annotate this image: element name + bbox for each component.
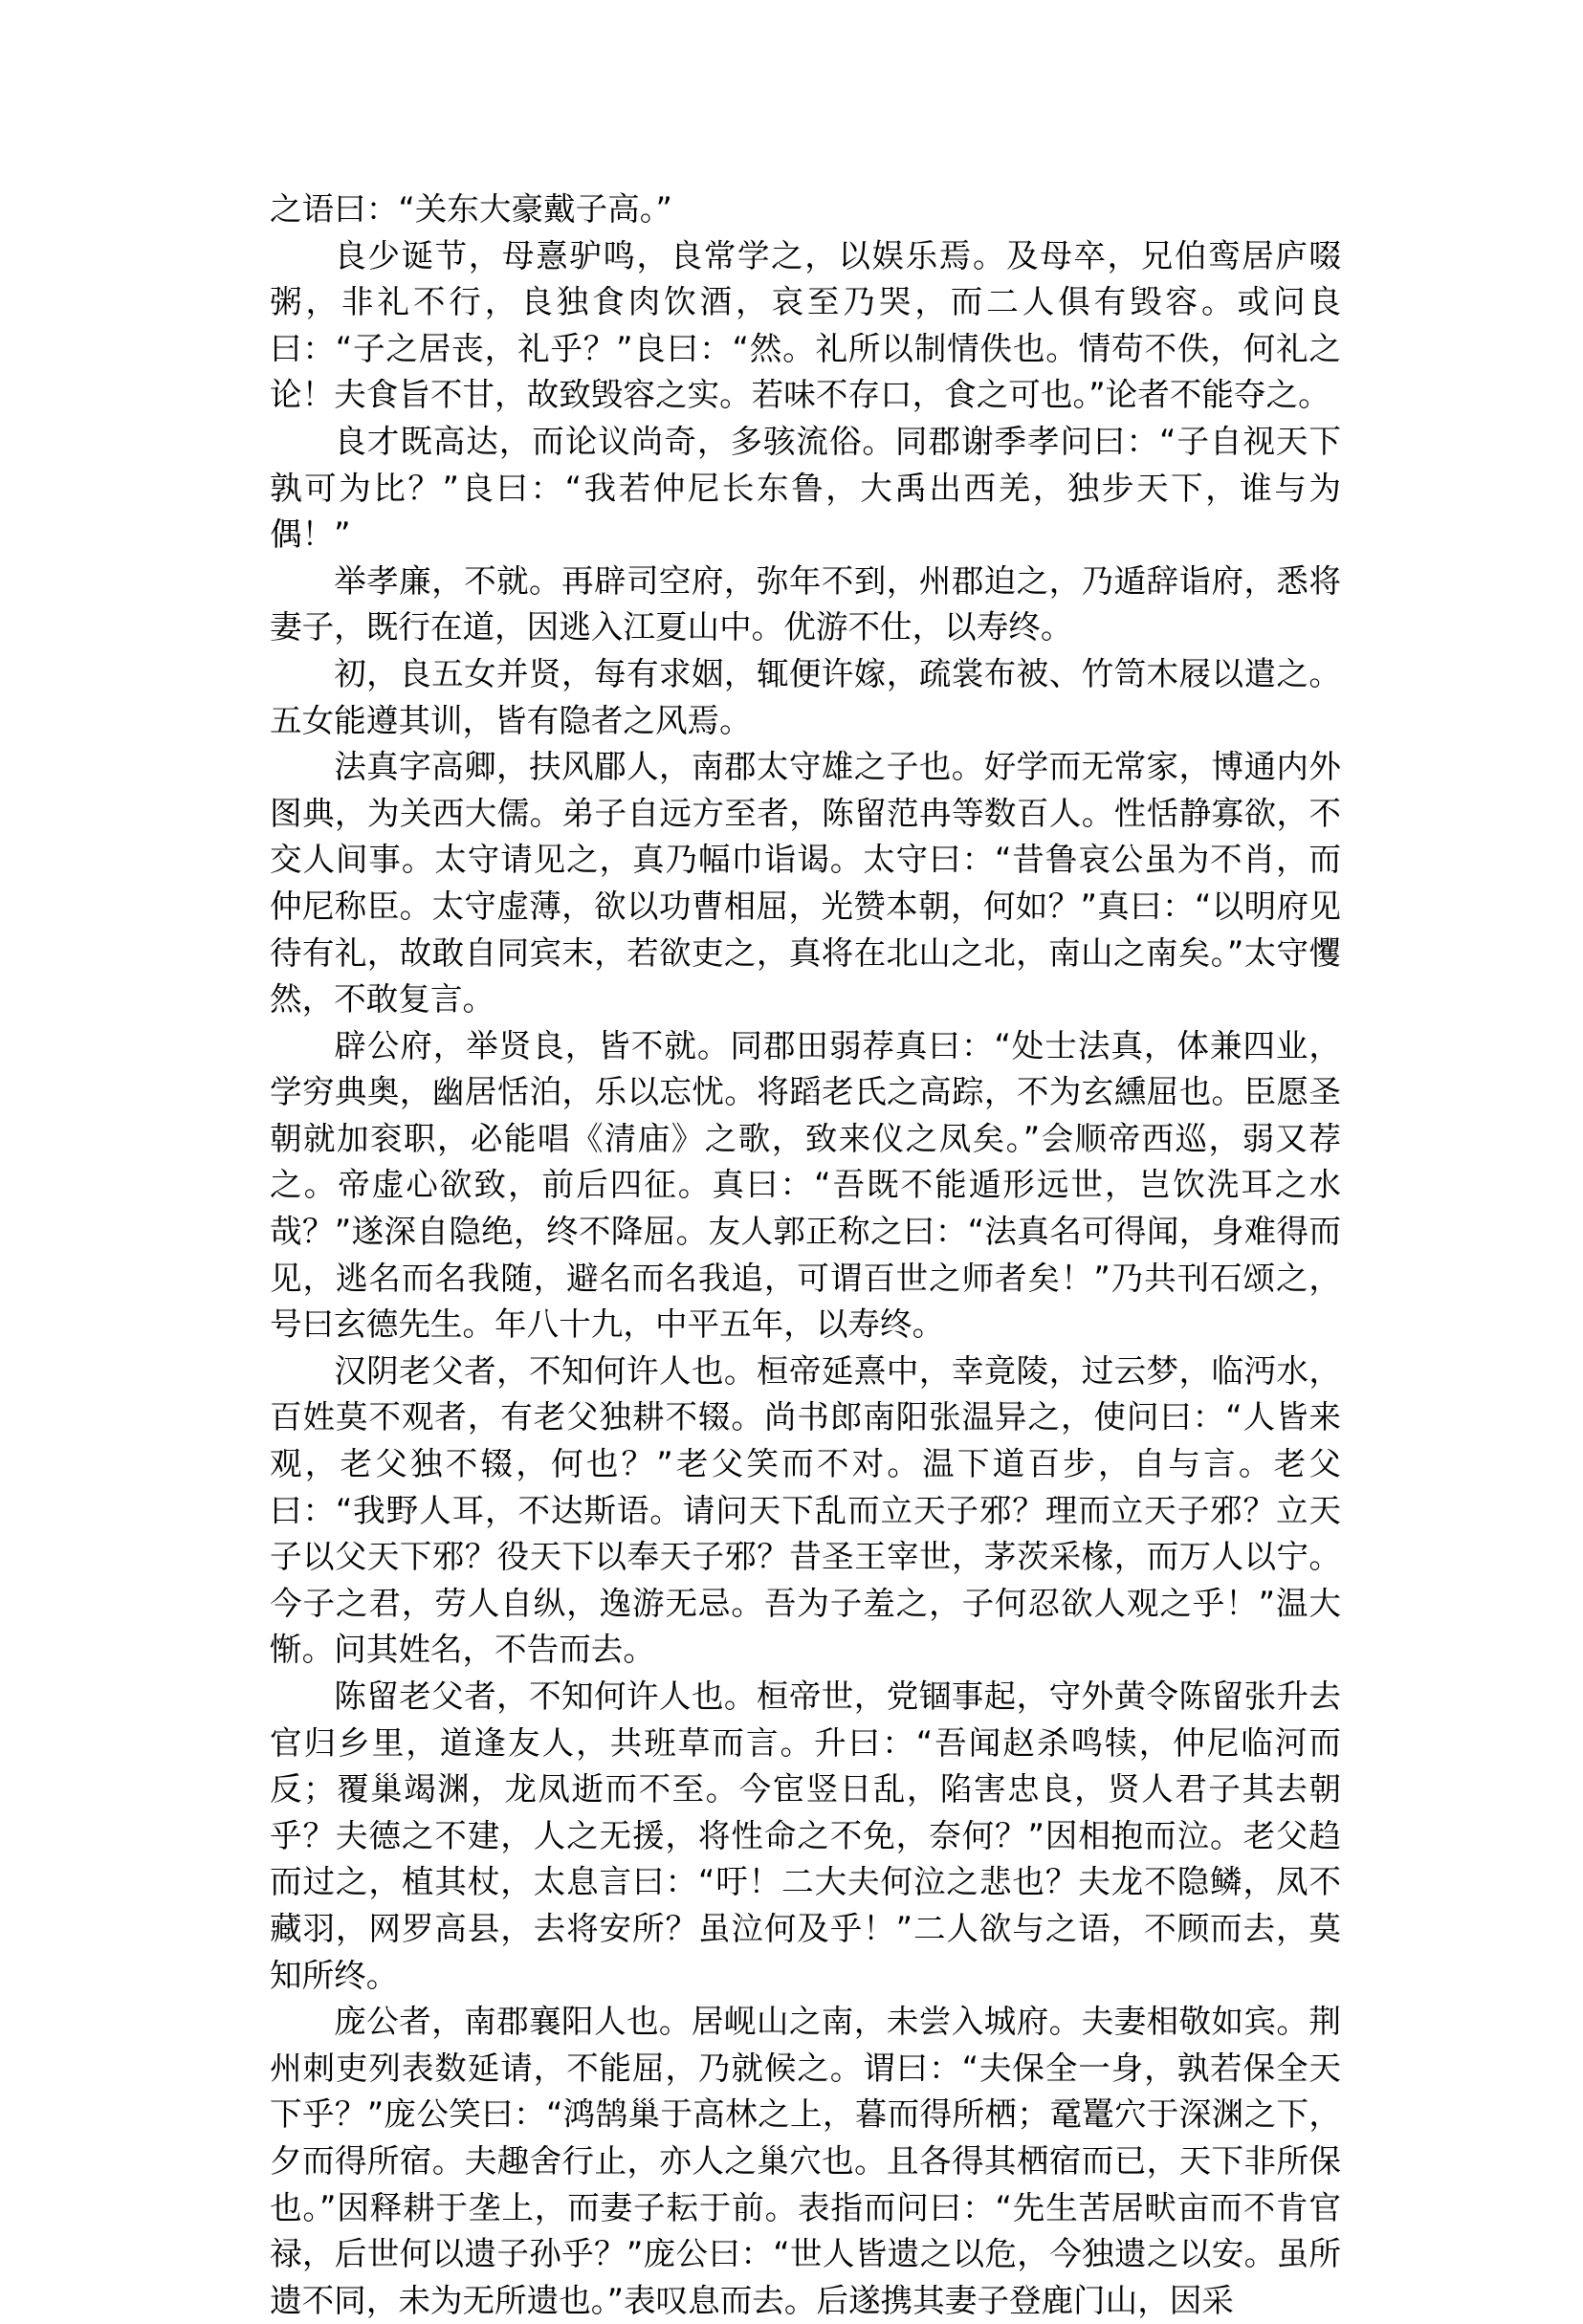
- paragraph-chenliu-old-man: 陈留老父者，不知何许人也。桓帝世，党锢事起，守外黄令陈留张升去官归乡里，道逢友人，共班草而言。升曰：“吾闻赵杀鸣犊，仲尼临河而反；覆巢竭渊，龙凤逝而不至。今宦竖日乱，陷害忠良，贤人君子其去朝乎？夫德之不建，人之无援，将性命之不免，奈何？”因相抱而泣。老父趋而过之，植其杖，太息言曰：“吁！二大夫何泣之悲也？夫龙不隐鳞，凤不藏羽，网罗高县，去将安所？虽泣何及乎！”二人欲与之语，不顾而去，莫知所终。: [270, 1677, 1341, 1994]
- paragraph-dai-liang-refusal: 举孝廉，不就。再辟司空府，弥年不到，州郡迫之，乃遁辞诣府，悉将妻子，既行在道，因逃入江夏山中。优游不仕，以寿终。: [270, 561, 1341, 647]
- paragraph-dai-liang-talent: 良才既高达，而论议尚奇，多骇流俗。同郡谢季孝问曰：“子自视天下孰可为比？”良曰：“我若仲尼长东鲁，大禹出西羌，独步天下，谁与为偶！”: [270, 422, 1341, 554]
- paragraph-dai-liang-daughters: 初，良五女并贤，每有求姻，辄便许嫁，疏裳布被、竹笥木屐以遣之。五女能遵其训，皆有隐者之风焉。: [270, 654, 1341, 739]
- paragraph-fa-zhen-intro: 法真字高卿，扶风郿人，南郡太守雄之子也。好学而无常家，博通内外图典，为关西大儒。弟子自远方至者，陈留范冉等数百人。性恬静寡欲，不交人间事。太守请见之，真乃幅巾诣谒。太守曰：“昔鲁哀公虽为不肖，而仲尼称臣。太守虚薄，欲以功曹相屈，光赞本朝，何如？”真曰：“以明府见待有礼，故敢自同宾末，若欲吏之，真将在北山之北，南山之南矣。”太守戄然，不敢复言。: [270, 748, 1341, 1019]
- paragraph-dai-liang-mourning: 良少诞节，母憙驴鸣，良常学之，以娱乐焉。及母卒，兄伯鸾居庐啜粥，非礼不行，良独食肉饮酒，哀至乃哭，而二人俱有毁容。或问良曰：“子之居丧，礼乎？”良曰：“然。礼所以制情佚也。情苟不佚，何礼之论！夫食旨不甘，故致毁容之实。若味不存口，食之可也。”论者不能夺之。: [270, 236, 1341, 414]
- paragraph-continued: 之语曰：“关东大豪戴子高。”: [270, 190, 672, 228]
- paragraph-pang-gong: 庞公者，南郡襄阳人也。居岘山之南，未尝入城府。夫妻相敬如宾。荆州刺吏列表数延请，不能屈，乃就候之。谓曰：“夫保全一身，孰若保全天下乎？”庞公笑曰：“鸿鹄巢于高林之上，暮而得所栖；鼋鼍穴于深渊之下，夕而得所宿。夫趣舍行止，亦人之巢穴也。且各得其栖宿而已，天下非所保也。”因释耕于垄上，而妻子耘于前。表指而问曰：“先生苦居畎亩而不肯官禄，后世何以遗子孙乎？”庞公曰：“世人皆遗之以危，今独遗之以安。虽所遗不同，未为无所遗也。”表叹息而去。后遂携其妻子登鹿门山，因采: [270, 2003, 1341, 2319]
- paragraph-hanyin-old-man: 汉阴老父者，不知何许人也。桓帝延熹中，幸竟陵，过云梦，临沔水，百姓莫不观者，有老父独耕不辍。尚书郎南阳张温异之，使问曰：“人皆来观，老父独不辍，何也？”老父笑而不对。温下道百步，自与言。老父曰：“我野人耳，不达斯语。请问天下乱而立天子邪？理而立天子邪？立天子以父天下邪？役天下以奉天子邪？昔圣王宰世，茅茨采椽，而万人以宁。今子之君，劳人自纵，逸游无忌。吾为子羞之，子何忍欲人观之乎！”温大惭。问其姓名，不告而去。: [270, 1351, 1341, 1669]
- document-body: [270, 186, 1341, 2324]
- paragraph-fa-zhen-recommendation: 辟公府，举贤良，皆不就。同郡田弱荐真曰：“处士法真，体兼四业，学穷典奥，幽居恬泊，乐以忘忧。将蹈老氏之高踪，不为玄纁屈也。臣愿圣朝就加衮职，必能唱《清庙》之歌，致来仪之凤矣。”会顺帝西巡，弱又荐之。帝虚心欲致，前后四征。真曰：“吾既不能遁形远世，岂饮洗耳之水哉？”遂深自隐绝，终不降屈。友人郭正称之曰：“法真名可得闻，身难得而见，逃名而名我随，避名而名我追，可谓百世之师者矣！”乃共刊石颂之，号曰玄德先生。年八十九，中平五年，以寿终。: [270, 1026, 1341, 1344]
